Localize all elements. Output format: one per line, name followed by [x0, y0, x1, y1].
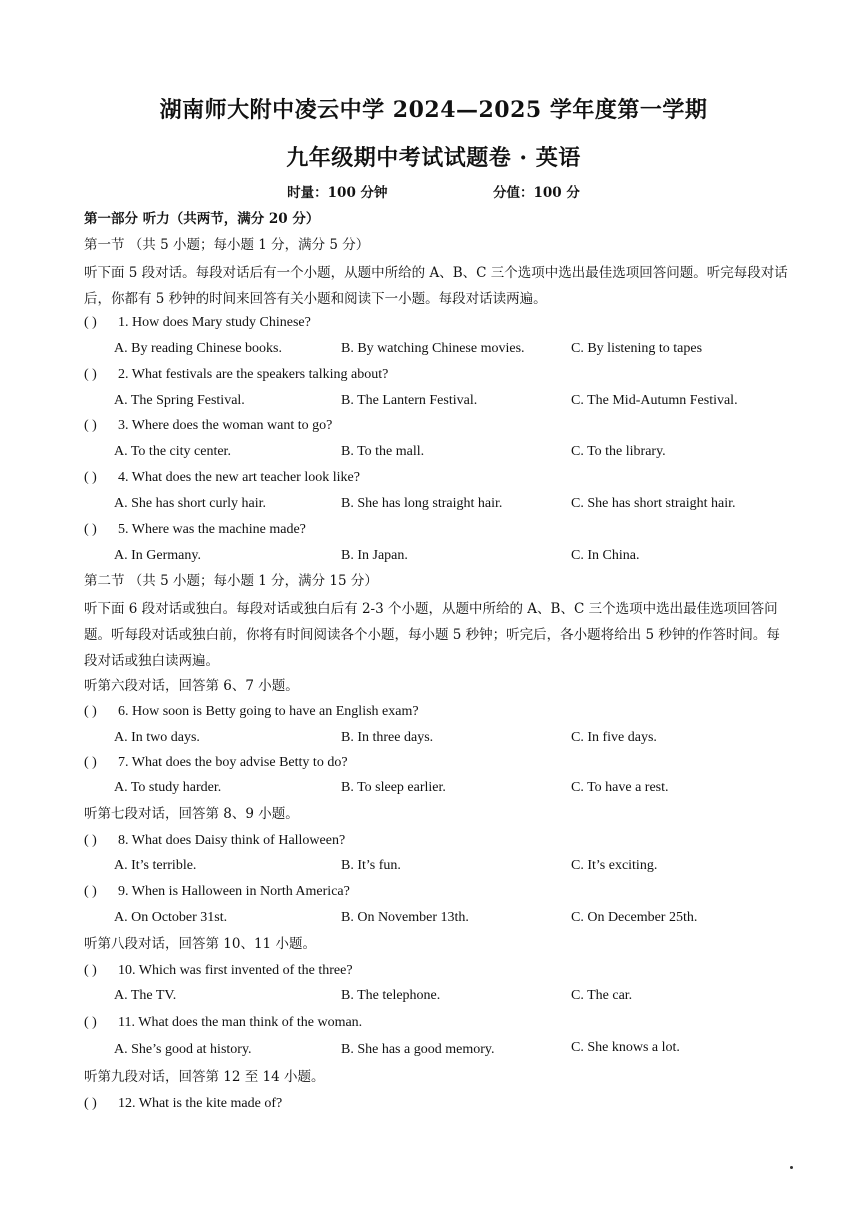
question-text: 5. Where was the machine made? — [118, 522, 306, 537]
dialog-intro: 听第八段对话，回答第 10、11 小题。 — [84, 936, 316, 952]
question-text: 2. What festivals are the speakers talking about? — [118, 367, 389, 382]
question-5 — [84, 521, 306, 539]
answer-blank[interactable]: ( ) — [84, 418, 97, 433]
question-text: 8. What does Daisy think of Halloween? — [118, 833, 346, 848]
section1-instructions: 听下面 5 段对话。每段对话后有一个小题，从题中所给的 A、B、C 三个选项中选出最佳选项回答问题。听完每段对话后，你都有 5 秒钟的时间来回答有关小题和阅读下一小题。每段对话读两遍。 — [84, 265, 788, 307]
answer-blank[interactable]: ( ) — [84, 884, 97, 899]
option-a: A. In two days. — [114, 730, 200, 745]
dialog-intro: 听第七段对话，回答第 8、9 小题。 — [84, 806, 299, 822]
answer-blank[interactable]: ( ) — [84, 833, 97, 848]
option-a: A. In Germany. — [114, 548, 201, 563]
option-a: A. To the city center. — [114, 444, 231, 459]
question-10 — [84, 962, 353, 980]
option-b: B. In Japan. — [341, 548, 408, 563]
question-text: 9. When is Halloween in North America? — [118, 884, 350, 899]
question-2 — [84, 366, 388, 384]
option-c: C. By listening to tapes — [571, 341, 703, 356]
answer-blank[interactable]: ( ) — [84, 470, 97, 485]
answer-blank[interactable]: ( ) — [84, 367, 97, 382]
option-a: A. The Spring Festival. — [114, 393, 245, 408]
option-a: A. She has short curly hair. — [114, 496, 267, 511]
scan-speck — [790, 1166, 793, 1169]
answer-blank[interactable]: ( ) — [84, 963, 97, 978]
option-b: B. She has long straight hair. — [341, 496, 503, 511]
option-b: B. The telephone. — [341, 988, 441, 1003]
exam-title: 九年级期中考试试题卷 · 英语 — [286, 145, 581, 171]
dialog-intro: 听第九段对话，回答第 12 至 14 小题。 — [84, 1069, 325, 1085]
question-text: 7. What does the boy advise Betty to do? — [118, 755, 348, 770]
option-c: C. She knows a lot. — [571, 1040, 680, 1055]
option-b: B. On November 13th. — [341, 910, 469, 925]
option-b: B. It’s fun. — [341, 858, 401, 873]
question-text: 3. Where does the woman want to go? — [118, 418, 333, 433]
option-c: C. To have a rest. — [571, 780, 669, 795]
option-c: C. The car. — [571, 988, 633, 1003]
option-c: C. In China. — [571, 548, 640, 563]
option-a: A. It’s terrible. — [114, 858, 197, 873]
option-c: C. To the library. — [571, 444, 666, 459]
option-c: C. On December 25th. — [571, 910, 698, 925]
question-11 — [84, 1014, 362, 1032]
question-3 — [84, 417, 332, 435]
school-title: 湖南师大附中凌云中学 2024—2025 学年度第一学期 — [159, 97, 708, 123]
answer-blank[interactable]: ( ) — [84, 755, 97, 770]
option-b: B. To the mall. — [341, 444, 425, 459]
option-a: A. She’s good at history. — [114, 1042, 252, 1057]
question-text: 12. What is the kite made of? — [118, 1096, 283, 1111]
question-text: 6. How soon is Betty going to have an English exam? — [118, 704, 419, 719]
answer-blank[interactable]: ( ) — [84, 1015, 97, 1030]
question-text: 11. What does the man think of the woman. — [118, 1015, 363, 1030]
option-b: B. The Lantern Festival. — [341, 393, 478, 408]
option-a: A. The TV. — [114, 988, 177, 1003]
question-text: 4. What does the new art teacher look like? — [118, 470, 360, 485]
dialog-intro: 听第六段对话，回答第 6、7 小题。 — [84, 678, 299, 694]
option-c: C. She has short straight hair. — [571, 496, 736, 511]
question-7 — [84, 754, 348, 772]
option-b: B. She has a good memory. — [341, 1042, 495, 1057]
answer-blank[interactable]: ( ) — [84, 315, 97, 330]
option-a: A. By reading Chinese books. — [114, 341, 282, 356]
answer-blank[interactable]: ( ) — [84, 704, 97, 719]
option-b: B. In three days. — [341, 730, 434, 745]
score-label: 分值：100 分 — [492, 185, 580, 201]
option-c: C. The Mid-Autumn Festival. — [571, 393, 738, 408]
section1-heading: 第一节 （共 5 小题；每小题 1 分，满分 5 分） — [84, 237, 370, 253]
question-text: 1. How does Mary study Chinese? — [118, 315, 311, 330]
question-4 — [84, 469, 360, 487]
question-1 — [84, 314, 311, 332]
section2-heading: 第二节 （共 5 小题；每小题 1 分，满分 15 分） — [84, 573, 378, 589]
exam-meta — [0, 184, 867, 202]
question-8 — [84, 832, 345, 850]
question-12 — [84, 1095, 282, 1113]
option-a: A. On October 31st. — [114, 910, 228, 925]
part1-heading: 第一部分 听力（共两节，满分 20 分） — [84, 211, 320, 227]
option-b: B. By watching Chinese movies. — [341, 341, 525, 356]
option-b: B. To sleep earlier. — [341, 780, 446, 795]
question-text: 10. Which was first invented of the three? — [118, 963, 353, 978]
question-6 — [84, 703, 419, 721]
answer-blank[interactable]: ( ) — [84, 1096, 97, 1111]
option-c: C. It’s exciting. — [571, 858, 658, 873]
section2-instructions: 听下面 6 段对话或独白。每段对话或独白后有 2-3 个小题，从题中所给的 A、B、C 三个选项中选出最佳选项回答问题。听每段对话或独白前，你将有时间阅读各个小题，每小题 5 秒钟；听完后，各小题将给出 5 秒钟的作答时间。每段对话或独白读两遍。 — [84, 601, 780, 669]
question-9 — [84, 883, 350, 901]
option-a: A. To study harder. — [114, 780, 222, 795]
option-c: C. In five days. — [571, 730, 657, 745]
answer-blank[interactable]: ( ) — [84, 522, 97, 537]
time-label: 时量：100 分钟 — [287, 185, 388, 201]
